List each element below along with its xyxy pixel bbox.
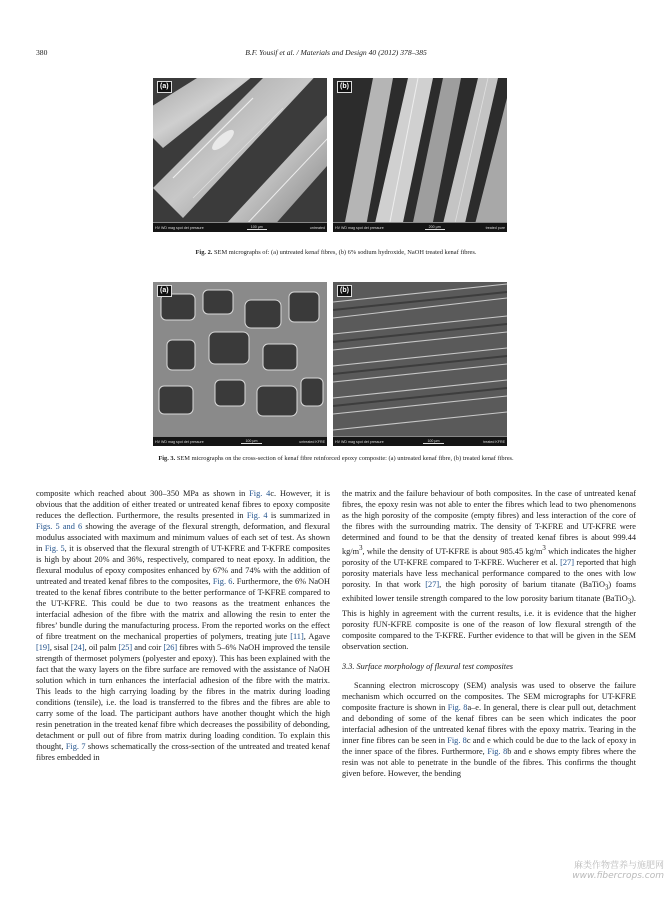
databar-sample: treated pure: [485, 225, 505, 230]
fig3-panel-a-micrograph: [153, 282, 327, 446]
figure-2-images: [153, 78, 508, 232]
panel-label-b: (b): [337, 81, 352, 93]
cross-reference-link[interactable]: Fig. 7: [65, 742, 86, 751]
cross-reference-link[interactable]: Fig. 5: [44, 544, 65, 553]
caption-text: SEM micrographs on the cross-section of kenaf fibre reinforced epoxy composite: (a) untreated kenaf fibre, (b) treated kenaf fibres.: [175, 455, 514, 462]
left-text-column: [36, 488, 330, 763]
sem-databar: [153, 436, 327, 446]
scale-bar: 100 µm: [423, 439, 443, 444]
databar-sample: treated KFRE: [483, 439, 505, 444]
caption-text: SEM micrographs of: (a) untreated kenaf fibres, (b) 6% sodium hydroxide, NaOH treated kenaf fibres.: [212, 249, 477, 256]
body-paragraph: the matrix and the failure behaviour of both composites. In the case of untreated kenaf fibres, the epoxy resin was not able to enter the fibres which lead to two phenomenons as the high porosity of the composite (empty fibres) and less interaction of the core of the fibres with the surrounding matrix. The density of T-KFRE and UT-KFRE were determined and found to be that the density of treated kenaf fibres is about 999.44 $kg/m^3$, while the density of UT-KFRE is about 985.45 $kg/m^3$ which indicates the higher porosity of the UT-KFRE compared to T-KFRE. Wucherer et al. [27] reported that high porosity materials have less mechanical performance compared to the ones with low porosity. In that work [27], the high porosity of barium titanate (BaTiO$_3$) foams exhibited lower tensile strength compared to the low porosity barium titanate (BaTiO$_3$). This is highly in agreement with the current results, i.e. it is evidence that the higher porosity fUN-KFRE composite is one of the reason of low flexural strength of the composite compared to the T-KFRE. Further evidence to that will be given in the SEM observation section.: [342, 489, 636, 652]
fibre-bundle-image: [153, 78, 327, 232]
scale-bar: 200 µm: [425, 225, 445, 230]
right-text-column: [342, 488, 636, 779]
body-paragraph: Scanning electron microscopy (SEM) analysis was used to observe the failure mechanism which occurred on the composites. The SEM micrographs for UT-KFRE composite fracture is shown in Fig. 8a–e. In general, there is clear pull out, detachment and debonding of some of the kenaf fibres can be seen which indicates the poor interfacial adhesion of the untreated kenaf fibres with the epoxy matrix. Tearing in the inner fine fibres can be seen in Fig. 8c and e which could be due to the lack of epoxy in the inner space of the fibres. Furthermore, Fig. 8b and e shows empty fibres where the resin was not able to penetrate in the bundle of the fibres. This confirms the thought given before. However, the bending: [342, 681, 636, 779]
caption-label: Fig. 3.: [158, 455, 176, 462]
cross-reference-link[interactable]: Fig. 8: [487, 747, 508, 757]
treated-fibre-image: [333, 78, 507, 232]
cross-reference-link[interactable]: [26]: [163, 643, 178, 652]
figure-3-images: [153, 282, 508, 446]
page-number: 380: [36, 48, 48, 57]
databar-params: HV WD mag spot det pressure: [335, 439, 384, 444]
sem-databar: [333, 436, 507, 446]
cross-reference-link[interactable]: [11]: [290, 632, 304, 641]
databar-params: HV WD mag spot det pressure: [335, 225, 384, 230]
watermark-url: www.fibercrops.com: [572, 871, 664, 881]
fig2-panel-a-micrograph: [153, 78, 327, 232]
cross-reference-link[interactable]: Fig. 6: [212, 577, 233, 586]
cross-reference-link[interactable]: Fig. 4: [246, 511, 268, 520]
sem-databar: [333, 222, 507, 232]
scale-bar: 100 µm: [247, 225, 267, 230]
cross-reference-link[interactable]: [25]: [118, 643, 133, 652]
scale-bar: 100 µm: [241, 439, 261, 444]
running-header: B.F. Yousif et al. / Materials and Design 40 (2012) 378–385: [245, 48, 427, 57]
cross-section-treated-image: [333, 282, 507, 446]
fig3-panel-b-micrograph: [333, 282, 507, 446]
fig2-panel-b-micrograph: [333, 78, 507, 232]
cross-reference-link[interactable]: [27]: [560, 557, 574, 567]
cross-reference-link[interactable]: [27]: [425, 579, 440, 589]
cross-reference-link[interactable]: Fig. 8: [447, 703, 468, 713]
body-paragraph: composite which reached about 300–350 MPa as shown in Fig. 4c. However, it is obvious that the addition of either treated or untreated kenaf fibres to epoxy composite reduces the deflection. Furthermore, the results presented in Fig. 4 is summarized in Figs. 5 and 6 showing the average of the flexural strength, deformation, and flexural modulus associated with maximum and minimum values of each set of test. As shown in Fig. 5, it is observed that the flexural strength of UT-KFRE and T-KFRE composites is high by about 20% and 36%, respectively, compared to neat epoxy. In addition, the flexural modulus of epoxy composites enhanced by 67% and 74% with the addition of untreated and treated kenaf fibres to the composites, Fig. 6. Furthermore, the 6% NaOH treated to the kenaf fibres contribute to the better performance of T-KFRE compared to the UT-KFRE. This could be due to two reasons as the treatment enhances the interfacial adhesion of the fibre with the matrix and allowing the resin to enter the fibres’ bundle during the manufacturing process. From the reported works on the effect of fibre treatment on the mechanical properties of polymers, treating jute [11], Agave [19], sisal [24], oil palm [25] and coir [26] fibres with 5–6% NaOH improved the tensile strength of thermoset polymers (polyester and epoxy). This has been explained with the fact that the waxy layers on the fibre surface are removed with the assistance of NaOH solution which in turn enhances the interfacial adhesion of the fibre with the matrix. This leads to the high carrying loading by the fibres in the matrix during loading conditions (tensile), i.e. the load is transferred to the fibres and the fibres are able to carry some of the load. The participant authors have another thought which the high resin penetration in the treated kenaf fibre which decreases the possibility of debonding, detachment or pull out of fibre from matrix during loading condition. To explain this thought, Fig. 7 shows schematically the cross-section of the untreated and treated kenaf fibres embedded in: [36, 489, 331, 762]
databar-sample: untreated KFRE: [299, 439, 325, 444]
databar-sample: untreated: [309, 225, 325, 230]
cross-reference-link[interactable]: Figs. 5 and 6: [36, 522, 83, 531]
cross-reference-link[interactable]: [24]: [70, 643, 85, 652]
section-heading: 3.3. Surface morphology of flexural test composites: [342, 662, 513, 672]
cross-reference-link[interactable]: Fig. 8: [447, 736, 467, 746]
panel-label-b: (b): [337, 285, 352, 297]
figure-3-caption: [36, 455, 636, 462]
panel-label-a: (a): [157, 81, 172, 93]
databar-params: HV WD mag spot det pressure: [155, 225, 204, 230]
caption-label: Fig. 2.: [195, 249, 213, 256]
cross-reference-link[interactable]: Fig. 4: [249, 489, 271, 498]
cross-reference-link[interactable]: [19]: [36, 643, 50, 652]
databar-params: HV WD mag spot det pressure: [155, 439, 204, 444]
watermark-chinese: 麻类作物营养与施肥网: [573, 861, 664, 871]
panel-label-a: (a): [157, 285, 172, 297]
cross-section-untreated-image: [153, 282, 327, 446]
figure-2-caption: [36, 249, 636, 256]
sem-databar: [153, 222, 327, 232]
